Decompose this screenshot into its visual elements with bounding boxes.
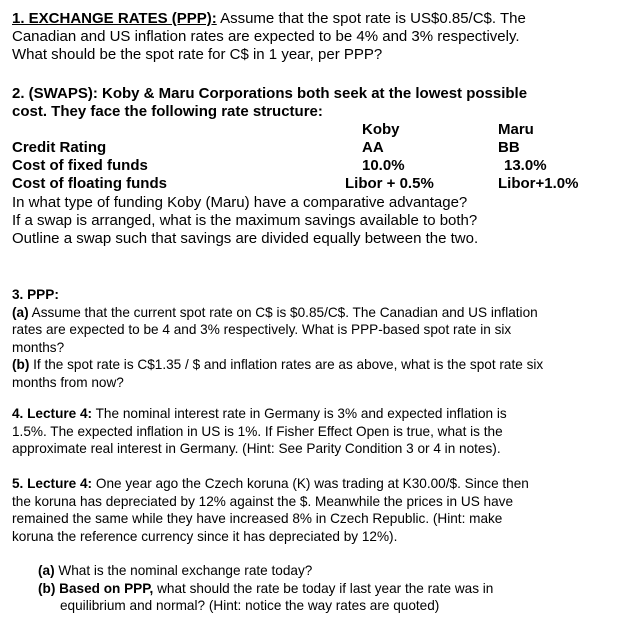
q3a-text-2: rates are expected to be 4 and 3% respectively. What is PPP-based spot rate in six [12,322,512,337]
q3-title: 3. PPP: [12,287,59,302]
koby-value: 10.0% [362,157,405,174]
q5-line-1 [12,475,612,493]
q5b-text-1: what should the rate be today if last year the rate was in [153,580,494,596]
q3b-text-2: months from now? [12,374,124,390]
q5b-label: (b) Based on PPP, [38,580,154,596]
q2-question: If a swap is arranged, what is the maximum savings available to both? [12,212,478,229]
q3a-label: (a) [12,304,29,320]
maru-value: 13.0% [504,157,547,174]
maru-value: Libor+1.0% [498,175,579,192]
q3a-text-1: Assume that the current spot rate on C$ is $0.85/C$. The Canadian and US inflation [28,304,538,320]
q1-lead: 1. EXCHANGE RATES (PPP): [12,10,217,27]
row-label: Cost of fixed funds [12,157,148,174]
q5a-text: What is the nominal exchange rate today? [54,563,313,578]
q2-questions [12,194,612,248]
question-2 [12,85,612,121]
col-koby: Koby [362,121,400,138]
row-label: Cost of floating funds [12,175,167,192]
q2-heading-1: 2. (SWAPS): Koby & Maru Corporations both seek at the lowest possible [12,85,528,102]
question-3 [12,286,612,391]
rate-table-row [12,157,612,175]
q1-text-1: Assume that the spot rate is US$0.85/C$. The [216,10,526,27]
q2-question: Outline a swap such that savings are divided equally between the two. [12,230,479,247]
question-5 [12,475,612,545]
rate-table-header [12,121,612,139]
q5-text-1: One year ago the Czech koruna (K) was trading at K30.00/$. Since then [92,476,529,491]
q4-lead: 4. Lecture 4: [12,406,93,421]
rate-table-row [12,139,612,157]
q4-text-2: 1.5%. The expected inflation in US is 1%. If Fisher Effect Open is true, what is the [12,423,503,439]
q3a-line-1 [12,304,612,322]
q1-text-3: What should be the spot rate for C$ in 1 year, per PPP? [12,46,383,63]
q3b-text-1: If the spot rate is C$1.35 / $ and inflation rates are as above, what is the spot rate six [29,357,544,372]
q5-subquestions [38,562,608,615]
q5a [38,562,608,580]
rate-table [12,121,612,193]
q5-text-2: the koruna has depreciated by 12% against the $. Meanwhile the prices in US have [12,493,514,509]
q2-question: In what type of funding Koby (Maru) have a comparative advantage? [12,194,468,211]
maru-value: BB [498,139,520,156]
q5a-label: (a) [38,563,55,578]
q5-lead: 5. Lecture 4: [12,476,93,491]
q3b-line-1 [12,356,612,374]
q1-line-1 [12,10,612,28]
col-maru: Maru [498,121,534,138]
q3a-text-3: months? [12,339,65,355]
q2-heading-2: cost. They face the following rate structure: [12,103,323,120]
q4-text-3: approximate real interest in Germany. (Hint: See Parity Condition 3 or 4 in notes). [12,441,501,456]
q5-text-3: remained the same while they have increased 8% in Czech Republic. (Hint: make [12,511,503,526]
q1-text-2: Canadian and US inflation rates are expected to be 4% and 3% respectively. [12,28,520,45]
question-4 [12,405,612,458]
q4-line-1 [12,405,612,423]
row-label: Credit Rating [12,139,107,156]
question-1 [12,10,612,64]
q5-text-4: koruna the reference currency since it has depreciated by 12%). [12,528,398,544]
koby-value: AA [362,139,384,156]
q4-text-1: The nominal interest rate in Germany is 3% and expected inflation is [92,406,507,421]
q3b-label: (b) [12,357,30,372]
rate-table-row [12,175,612,193]
koby-value: Libor + 0.5% [345,175,434,192]
q5b-text-2: equilibrium and normal? (Hint: notice the way rates are quoted) [60,598,440,613]
q5b-line-1 [38,580,608,598]
